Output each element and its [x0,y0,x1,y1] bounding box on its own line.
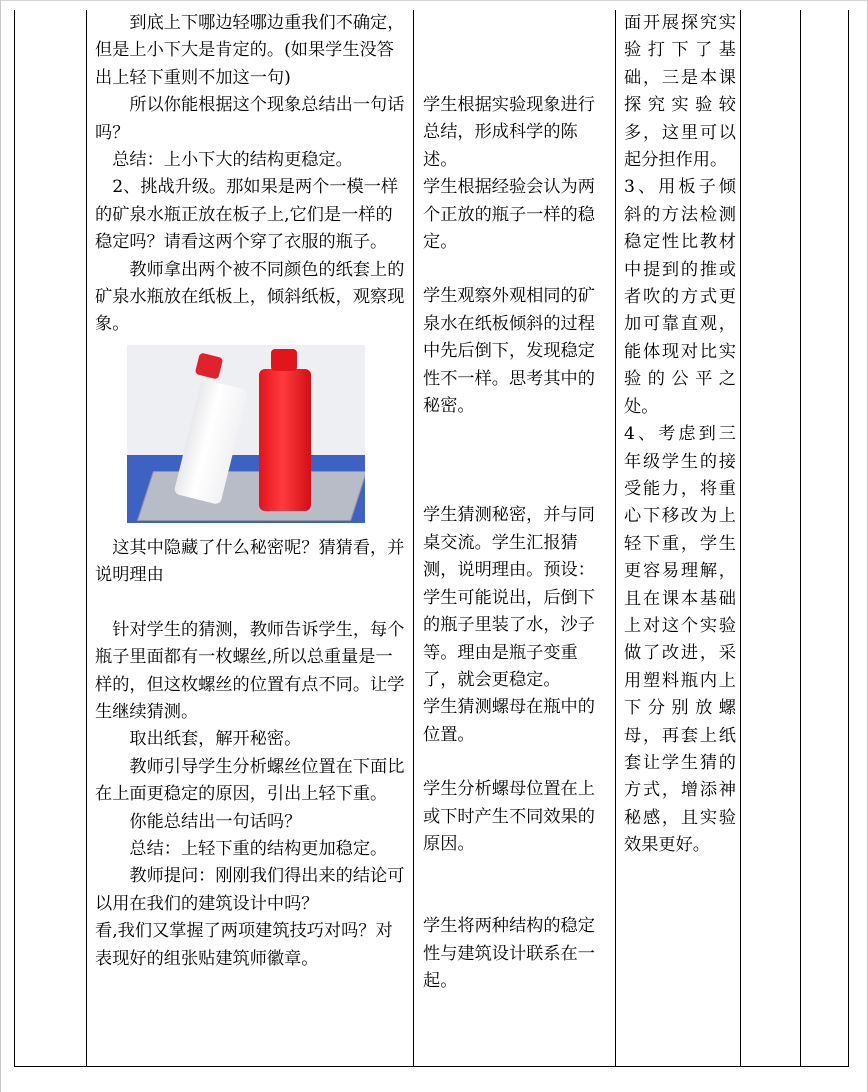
teacher-summary: 总结：上轻下重的结构更加稳定。 [129,838,388,859]
table-border-bottom [14,1066,849,1067]
table-border-left [14,10,15,1066]
column-divider [615,10,616,1066]
student-activity-cell [423,10,609,996]
student-paragraph: 学生根据经验会认为两个正放的瓶子一样的稳定。 [423,177,595,253]
student-paragraph: 学生观察外观相同的矿泉水在纸板倾斜的过程中先后倒下，发现稳定性不一样。思考其中的秘密。 [423,286,595,417]
column-divider [800,10,801,1066]
teacher-activity-cell [95,10,407,973]
spacer [423,749,609,776]
teacher-paragraph: 所以你能根据这个现象总结出一句话吗？ [95,95,405,143]
spacer [423,858,609,913]
teacher-paragraph: 教师提问：刚刚我们得出来的结论可以用在我们的建筑设计中吗？ [95,866,405,914]
teacher-paragraph: 教师引导学生分析螺丝位置在下面比在上面更稳定的原因，引出上轻下重。 [95,756,405,805]
teacher-paragraph: 取出纸套，解开秘密。 [129,729,302,750]
bottle-cap-icon [271,349,297,371]
spacer [423,10,609,92]
teacher-paragraph: 2、挑战升级。那如果是两个一模一样的矿泉水瓶正放在板子上,它们是一样的稳定吗？请看这两个穿了衣服的瓶子。 [95,177,399,253]
teacher-paragraph: 看,我们又掌握了两项建筑技巧对吗？对表现好的组张贴建筑师徽章。 [95,921,393,969]
teacher-paragraph: 这其中隐藏了什么秘密呢？猜猜看，并说明理由 [95,537,405,586]
column-divider [740,10,741,1066]
teacher-paragraph: 教师拿出两个被不同颜色的纸套上的矿泉水瓶放在纸板上，倾斜纸板，观察现象。 [95,259,405,335]
design-intent-cell [624,10,736,860]
photo-wall [127,345,365,463]
spacer [423,420,609,502]
intent-paragraph: 面开展探究实验打下了基础，三是本课探究实验较多，这里可以起分担作用。 [624,13,736,171]
spacer [95,590,407,617]
student-paragraph: 学生猜测螺母在瓶中的位置。 [423,697,595,745]
teacher-summary: 总结：上小下大的结构更稳定。 [112,150,353,171]
student-paragraph: 学生分析螺母位置在上或下时产生不同效果的原因。 [423,779,595,854]
teacher-paragraph: 到底上下哪边轻哪边重我们不确定，但是上小下大是肯定的。(如果学生没答出上轻下重则不加这一句) [95,13,405,88]
photo-board [137,471,365,521]
intent-paragraph: 3、用板子倾斜的方法检测稳定性比教材中提到的推或者吹的方式更加可靠直观，能体现对比实验的公平之处。 [624,177,736,417]
spacer [423,256,609,283]
red-bottle-icon [259,369,311,511]
two-bottles-photo [127,345,365,523]
student-paragraph: 学生将两种结构的稳定性与建筑设计联系在一起。 [423,916,595,992]
column-divider [413,10,414,1066]
column-divider [86,10,87,1066]
teacher-paragraph: 针对学生的猜测，教师告诉学生，每个瓶子里面都有一枚螺丝,所以总重量是一样的，但这枚螺丝的位置有点不同。让学生继续猜测。 [95,619,405,722]
student-paragraph: 学生猜测秘密，并与同桌交流。学生汇报猜测，说明理由。预设：学生可能说出，后倒下的瓶子里装了水，沙子等。理由是瓶子变重了，就会更稳定。 [423,505,595,690]
teacher-paragraph: 你能总结出一句话吗？ [129,811,302,832]
student-paragraph: 学生根据实验现象进行总结，形成科学的陈述。 [423,95,595,170]
intent-paragraph: 4、考虑到三年级学生的接受能力，将重心下移改为上轻下重，学生更容易理解，且在课本基础上对这个实验做了改进，采用塑料瓶内上下分别放螺母，再套上纸套让学生猜的方式，增添神秘感，且实验效果更好。 [624,424,736,856]
table-border-right [848,10,849,1066]
